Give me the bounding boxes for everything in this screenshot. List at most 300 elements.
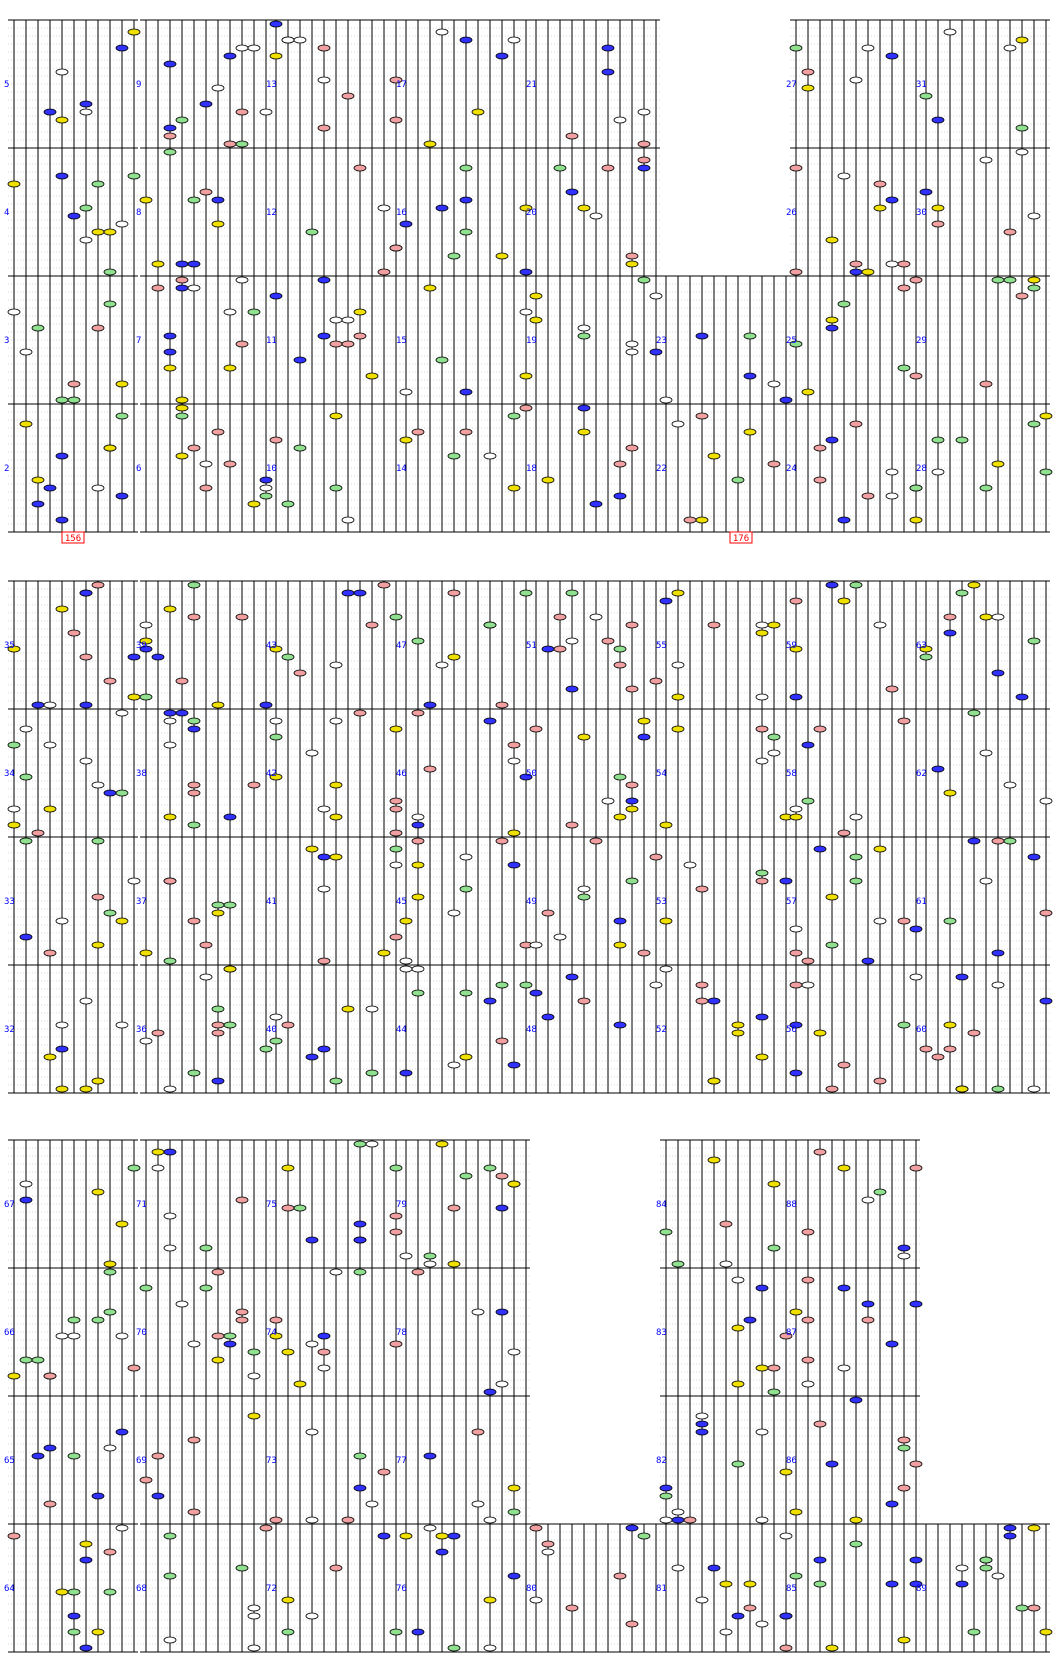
note (790, 806, 802, 812)
note (496, 838, 508, 844)
note (650, 678, 662, 684)
note (400, 1070, 412, 1076)
measure-number: 12 (266, 208, 277, 218)
note (578, 325, 590, 331)
note (756, 622, 768, 628)
measure-number: 69 (136, 1456, 147, 1466)
note (68, 397, 80, 403)
note (660, 598, 672, 604)
note (956, 974, 968, 980)
note (390, 862, 402, 868)
note (236, 1565, 248, 1571)
note (802, 85, 814, 91)
note (472, 1309, 484, 1315)
measure-number: 65 (4, 1456, 15, 1466)
note (80, 590, 92, 596)
note (164, 1149, 176, 1155)
note (732, 1381, 744, 1387)
note (460, 197, 472, 203)
note (400, 389, 412, 395)
measure-number: 46 (396, 769, 407, 779)
measure-number: 60 (916, 1025, 927, 1035)
note (980, 1565, 992, 1571)
note (270, 1517, 282, 1523)
note (200, 101, 212, 107)
note (282, 1349, 294, 1355)
note (20, 421, 32, 427)
note (92, 1189, 104, 1195)
note (282, 501, 294, 507)
note (850, 77, 862, 83)
note (330, 1078, 342, 1084)
note (248, 45, 260, 51)
note (874, 918, 886, 924)
note (294, 445, 306, 451)
note (248, 1613, 260, 1619)
note (306, 1613, 318, 1619)
note (814, 1149, 826, 1155)
measure-number: 75 (266, 1200, 277, 1210)
note (614, 662, 626, 668)
note (520, 269, 532, 275)
measure-number: 6 (136, 464, 142, 474)
note (390, 806, 402, 812)
note (874, 1189, 886, 1195)
note (862, 45, 874, 51)
note (614, 461, 626, 467)
note (44, 742, 56, 748)
note (1028, 285, 1040, 291)
note (378, 205, 390, 211)
note (802, 1357, 814, 1363)
note (176, 285, 188, 291)
note (484, 718, 496, 724)
note (660, 822, 672, 828)
note (8, 822, 20, 828)
note (530, 990, 542, 996)
note (472, 1501, 484, 1507)
note (790, 950, 802, 956)
note (496, 1038, 508, 1044)
note (212, 1078, 224, 1084)
note (920, 93, 932, 99)
note (448, 453, 460, 459)
measure-number: 74 (266, 1328, 277, 1338)
note (44, 1054, 56, 1060)
measure-number: 54 (656, 769, 667, 779)
note (236, 614, 248, 620)
measure-number: 71 (136, 1200, 147, 1210)
note (910, 1557, 922, 1563)
note (790, 1509, 802, 1515)
note (790, 45, 802, 51)
note (530, 1597, 542, 1603)
note (672, 421, 684, 427)
note (306, 846, 318, 852)
note (910, 485, 922, 491)
note (354, 1221, 366, 1227)
note (590, 614, 602, 620)
measure-number: 80 (526, 1584, 537, 1594)
measure-number: 77 (396, 1456, 407, 1466)
note (944, 29, 956, 35)
note (744, 1581, 756, 1587)
note (744, 429, 756, 435)
note (412, 966, 424, 972)
note (68, 630, 80, 636)
measure-number: 45 (396, 897, 407, 907)
note (212, 1030, 224, 1036)
note (92, 229, 104, 235)
note (176, 277, 188, 283)
note (164, 958, 176, 964)
measure-number: 61 (916, 897, 927, 907)
note (1040, 910, 1052, 916)
note (282, 1022, 294, 1028)
note (802, 389, 814, 395)
note (212, 1357, 224, 1363)
note (104, 678, 116, 684)
note (330, 814, 342, 820)
note (224, 1333, 236, 1339)
measure-number: 11 (266, 336, 277, 346)
note (20, 838, 32, 844)
note (270, 437, 282, 443)
note (660, 397, 672, 403)
note (932, 205, 944, 211)
note (590, 213, 602, 219)
note (992, 950, 1004, 956)
note (44, 1501, 56, 1507)
note (116, 1333, 128, 1339)
note (1016, 1605, 1028, 1611)
note (566, 974, 578, 980)
note (80, 1557, 92, 1563)
note (128, 654, 140, 660)
note (188, 782, 200, 788)
note (542, 477, 554, 483)
note (306, 750, 318, 756)
note (448, 253, 460, 259)
note (1028, 638, 1040, 644)
note (530, 942, 542, 948)
note (306, 1429, 318, 1435)
note (602, 638, 614, 644)
note (650, 349, 662, 355)
note (140, 1038, 152, 1044)
note (270, 21, 282, 27)
note (20, 349, 32, 355)
note (56, 1046, 68, 1052)
note (68, 381, 80, 387)
note (696, 998, 708, 1004)
note (1004, 838, 1016, 844)
note (898, 1022, 910, 1028)
note (248, 1645, 260, 1651)
note (566, 638, 578, 644)
note (814, 846, 826, 852)
measure-number: 78 (396, 1328, 407, 1338)
note (412, 1629, 424, 1635)
note (886, 1501, 898, 1507)
note (780, 1645, 792, 1651)
note (802, 1277, 814, 1283)
measure-number: 64 (4, 1584, 15, 1594)
note (56, 1333, 68, 1339)
note (484, 1165, 496, 1171)
note (116, 1429, 128, 1435)
note (80, 237, 92, 243)
note (318, 333, 330, 339)
note (354, 309, 366, 315)
note (424, 285, 436, 291)
note (80, 654, 92, 660)
note (224, 53, 236, 59)
note (898, 1445, 910, 1451)
note (342, 317, 354, 323)
note (826, 894, 838, 900)
note (756, 1365, 768, 1371)
note (56, 397, 68, 403)
note (508, 413, 520, 419)
note (826, 1086, 838, 1092)
note (318, 1349, 330, 1355)
note (412, 990, 424, 996)
note (910, 974, 922, 980)
note (874, 622, 886, 628)
note (164, 1086, 176, 1092)
note (850, 1517, 862, 1523)
note (8, 309, 20, 315)
note (992, 461, 1004, 467)
note (944, 790, 956, 796)
measure-number: 16 (396, 208, 407, 218)
note (128, 29, 140, 35)
note (720, 1581, 732, 1587)
note (826, 1645, 838, 1651)
note (660, 1493, 672, 1499)
note (20, 1357, 32, 1363)
note (802, 742, 814, 748)
note (188, 718, 200, 724)
note (626, 806, 638, 812)
note (282, 1597, 294, 1603)
note (980, 1557, 992, 1563)
note (354, 1141, 366, 1147)
note (104, 910, 116, 916)
note (932, 1054, 944, 1060)
note (578, 894, 590, 900)
note (164, 814, 176, 820)
note (294, 1381, 306, 1387)
note (104, 1309, 116, 1315)
note (910, 1165, 922, 1171)
note (436, 1549, 448, 1555)
note (614, 1573, 626, 1579)
note (282, 1205, 294, 1211)
note (270, 1038, 282, 1044)
note (20, 1181, 32, 1187)
note (554, 165, 566, 171)
note (862, 269, 874, 275)
note (542, 910, 554, 916)
note (802, 69, 814, 75)
note (956, 1565, 968, 1571)
note (802, 1229, 814, 1235)
note (980, 878, 992, 884)
note (1040, 1629, 1052, 1635)
note (248, 309, 260, 315)
note (472, 109, 484, 115)
note (140, 197, 152, 203)
note (342, 93, 354, 99)
note (578, 734, 590, 740)
note (862, 958, 874, 964)
note (780, 397, 792, 403)
measure-number: 85 (786, 1584, 797, 1594)
note (366, 1006, 378, 1012)
note (542, 1541, 554, 1547)
note (756, 758, 768, 764)
note (282, 654, 294, 660)
note (32, 1453, 44, 1459)
note (424, 766, 436, 772)
note (390, 830, 402, 836)
note (944, 614, 956, 620)
note (460, 37, 472, 43)
note (1004, 229, 1016, 235)
note (460, 1173, 472, 1179)
note (104, 1269, 116, 1275)
note (128, 694, 140, 700)
note (790, 814, 802, 820)
note (696, 1421, 708, 1427)
note (696, 982, 708, 988)
note (1016, 293, 1028, 299)
note (910, 1461, 922, 1467)
note (1028, 213, 1040, 219)
note (956, 1581, 968, 1587)
note (542, 1014, 554, 1020)
note (236, 1197, 248, 1203)
note (212, 85, 224, 91)
note (862, 1301, 874, 1307)
note (790, 269, 802, 275)
note (790, 1309, 802, 1315)
note (104, 229, 116, 235)
note (508, 830, 520, 836)
note (44, 702, 56, 708)
note (626, 1525, 638, 1531)
note (152, 261, 164, 267)
note (212, 702, 224, 708)
note (116, 1221, 128, 1227)
note (390, 614, 402, 620)
measure-number: 9 (136, 80, 142, 90)
note (944, 918, 956, 924)
note (626, 261, 638, 267)
note (436, 357, 448, 363)
note (814, 1421, 826, 1427)
note (650, 982, 662, 988)
note (366, 1501, 378, 1507)
note (696, 1429, 708, 1435)
note (200, 974, 212, 980)
note (886, 197, 898, 203)
note (1016, 149, 1028, 155)
note (780, 878, 792, 884)
note (660, 1485, 672, 1491)
note (460, 165, 472, 171)
note (342, 517, 354, 523)
measure-number: 10 (266, 464, 277, 474)
note (1028, 421, 1040, 427)
note (554, 614, 566, 620)
note (910, 517, 922, 523)
note (720, 1629, 732, 1635)
note (164, 333, 176, 339)
note (790, 598, 802, 604)
note (164, 718, 176, 724)
note (318, 77, 330, 83)
note (578, 429, 590, 435)
note (802, 1381, 814, 1387)
note (164, 1637, 176, 1643)
note (850, 1397, 862, 1403)
note (80, 205, 92, 211)
note (212, 902, 224, 908)
note (116, 1525, 128, 1531)
note (672, 694, 684, 700)
measure-number: 15 (396, 336, 407, 346)
note (56, 117, 68, 123)
note (164, 61, 176, 67)
note (898, 1637, 910, 1643)
note (164, 1245, 176, 1251)
note (732, 1022, 744, 1028)
note (306, 1237, 318, 1243)
note (530, 1525, 542, 1531)
note (638, 165, 650, 171)
note (68, 1333, 80, 1339)
note (626, 445, 638, 451)
note (886, 469, 898, 475)
note (400, 958, 412, 964)
note (508, 758, 520, 764)
note (1028, 1525, 1040, 1531)
note (152, 1165, 164, 1171)
note (212, 1333, 224, 1339)
measure-number: 73 (266, 1456, 277, 1466)
note (910, 926, 922, 932)
note (732, 1461, 744, 1467)
note (44, 109, 56, 115)
note (270, 53, 282, 59)
note (378, 269, 390, 275)
note (980, 750, 992, 756)
note (508, 742, 520, 748)
note (886, 261, 898, 267)
note (32, 501, 44, 507)
measure-number: 33 (4, 897, 15, 907)
note (224, 966, 236, 972)
measure-number: 32 (4, 1025, 15, 1035)
measure-number: 14 (396, 464, 407, 474)
note (176, 678, 188, 684)
note (270, 734, 282, 740)
note (732, 477, 744, 483)
note (756, 1621, 768, 1627)
